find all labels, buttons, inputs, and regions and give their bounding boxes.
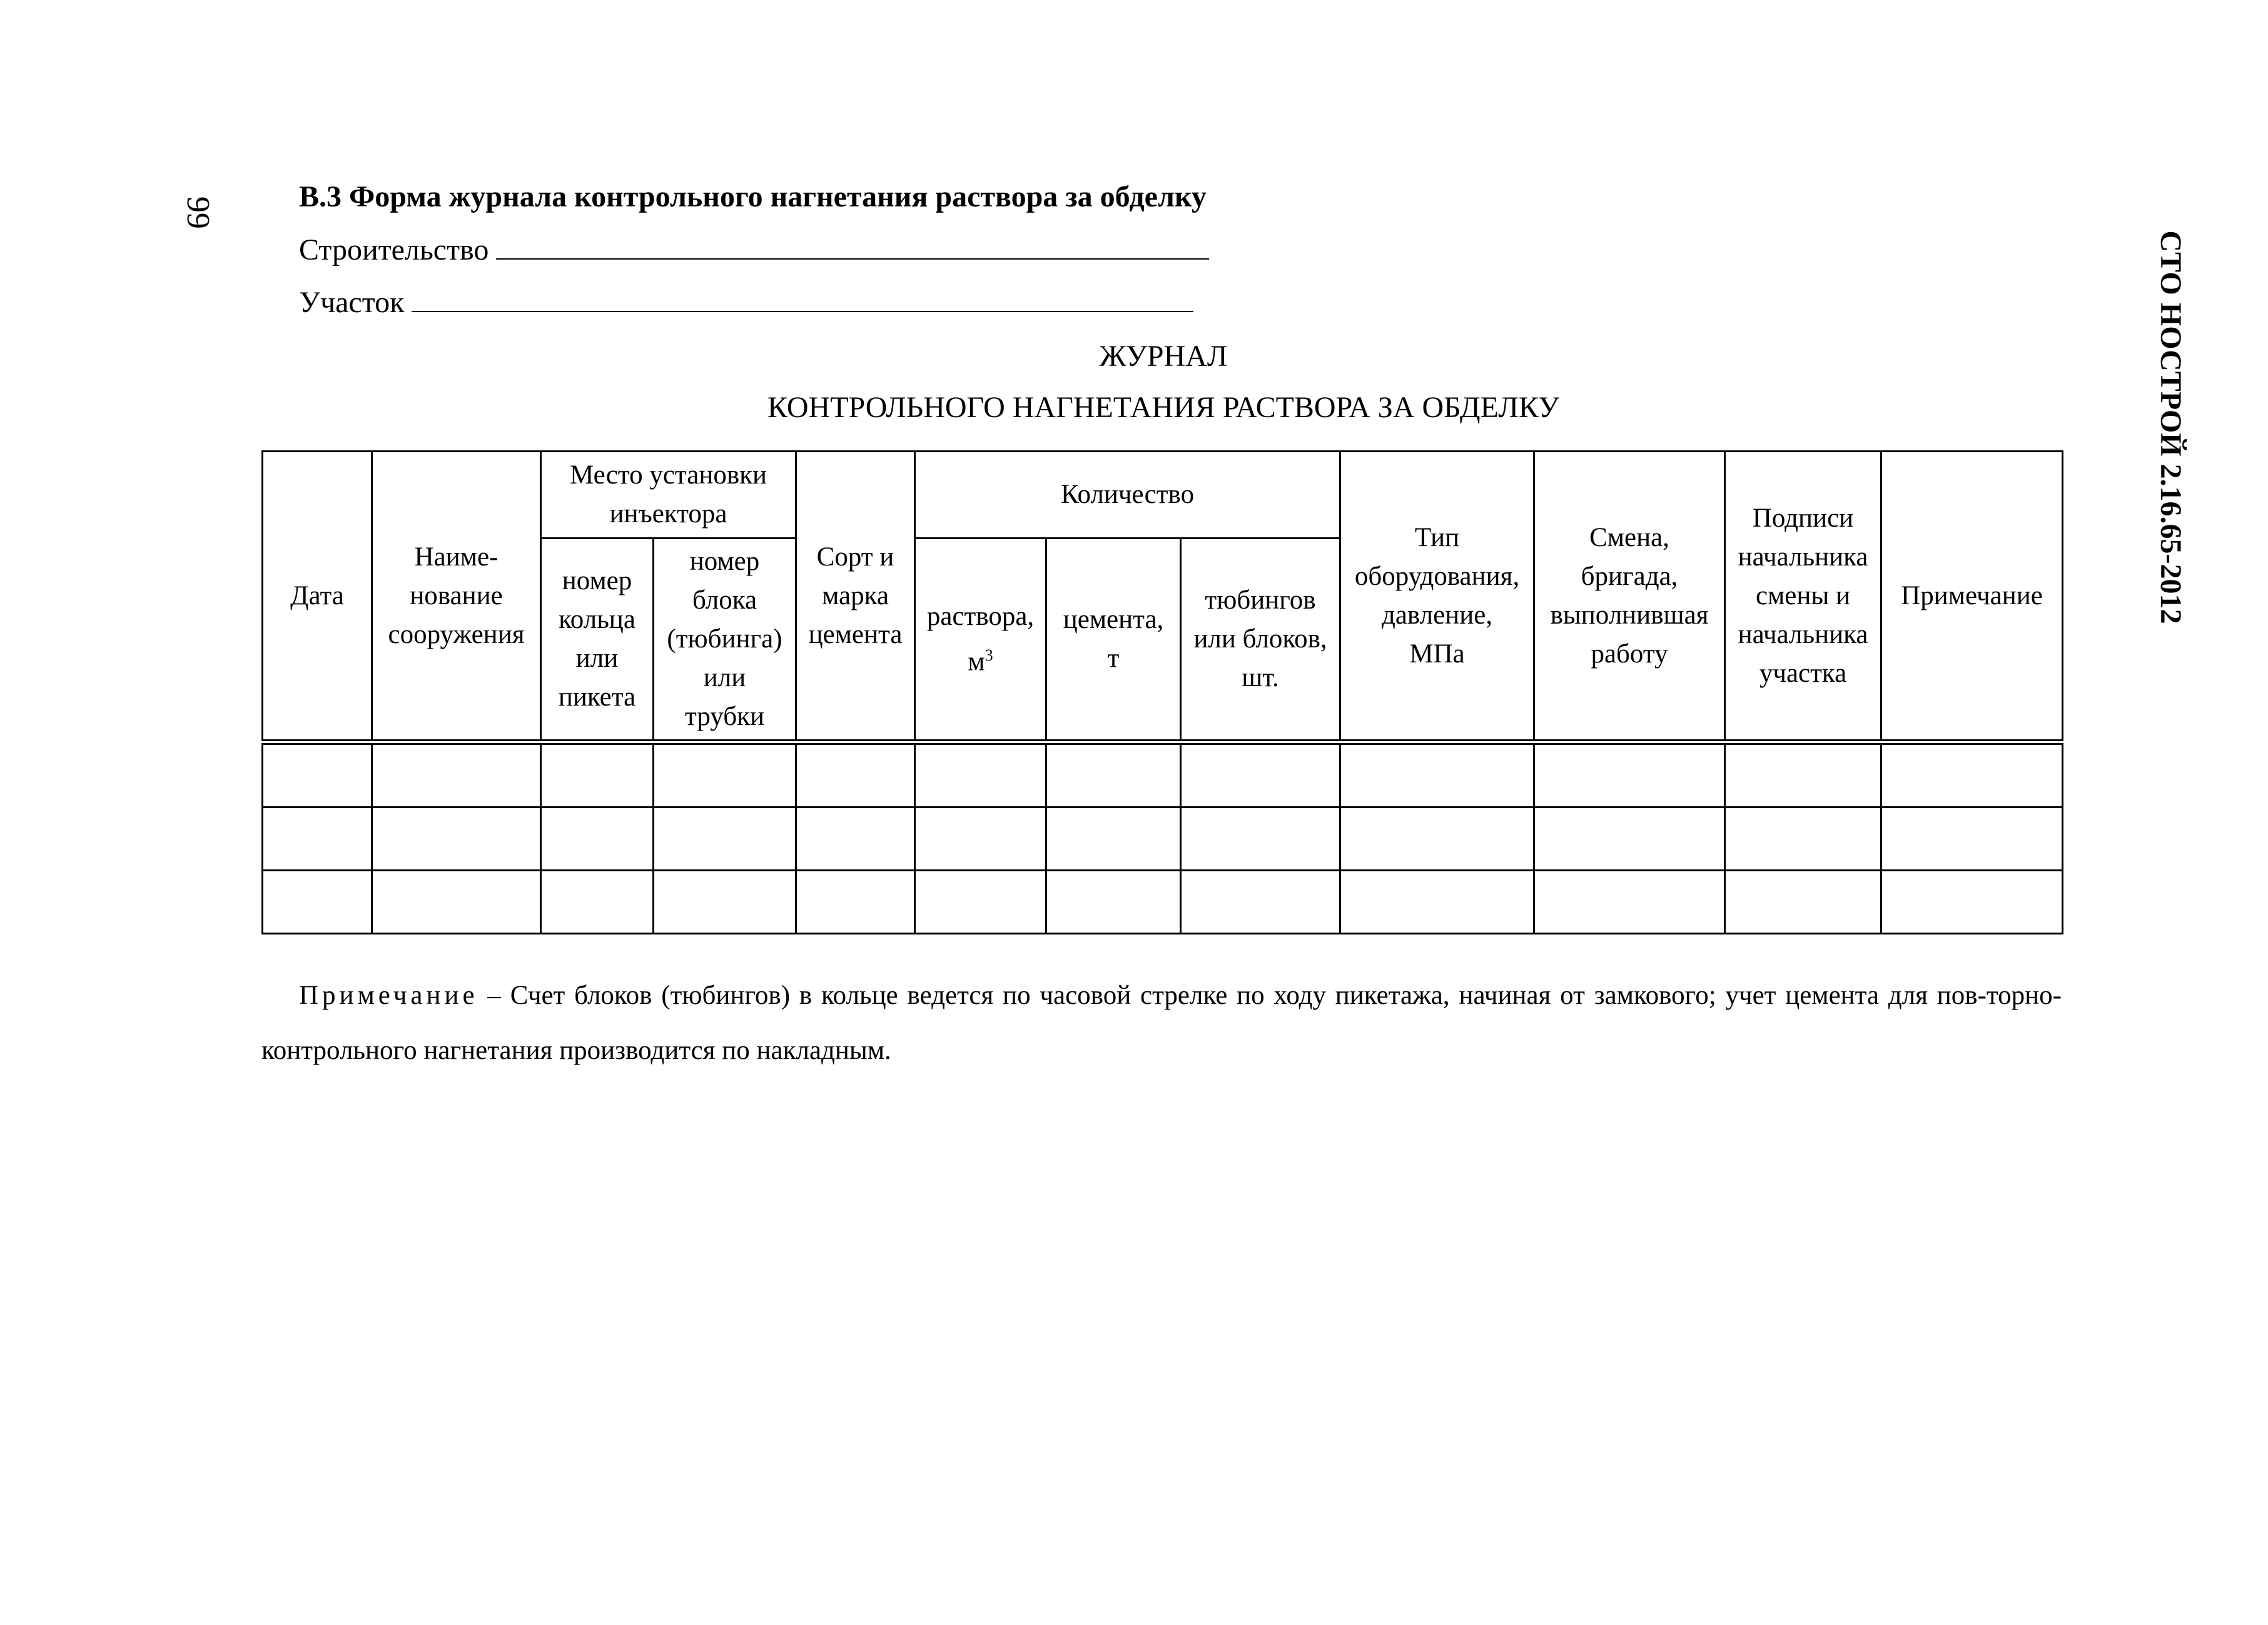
table-header-row [263,452,2063,539]
table-cell[interactable] [915,742,1046,807]
table-cell[interactable] [1046,871,1181,934]
table-cell[interactable] [796,807,915,871]
table-row [263,807,2063,871]
table-row [263,871,2063,934]
table-cell[interactable] [1725,807,1881,871]
journal-table [261,450,2063,934]
table-cell[interactable] [1046,742,1181,807]
header-equipment: Тип оборудования, давление, МПа [1340,452,1534,742]
table-cell[interactable] [915,807,1046,871]
note-label: Примечание [299,981,478,1010]
section-title: В.3 Форма журнала контрольного нагнетания раствора за обделку [299,180,1207,213]
note-paragraph [261,968,2062,1078]
table-cell[interactable] [654,742,796,807]
standard-code: СТО НОСТРОЙ 2.16.65-2012 [2154,230,2187,624]
table-cell[interactable] [1181,742,1340,807]
header-tubings: тюбингов или блоков, шт. [1181,539,1340,742]
table-cell[interactable] [1881,807,2063,871]
table-cell[interactable] [1181,807,1340,871]
table-cell[interactable] [1046,807,1181,871]
table-cell[interactable] [263,807,372,871]
journal-title-line1: ЖУРНАЛ [1099,340,1228,373]
table-cell[interactable] [1534,871,1725,934]
table-cell[interactable] [541,742,654,807]
header-injector-location: Место установки инъектора [541,452,796,539]
table-cell[interactable] [1534,807,1725,871]
header-ring-number: номер кольца или пикета [541,539,654,742]
table-cell[interactable] [1340,742,1534,807]
table-cell[interactable] [915,871,1046,934]
table-row [263,742,2063,807]
table-cell[interactable] [372,742,541,807]
table-cell[interactable] [372,871,541,934]
header-remark: Примечание [1881,452,2063,742]
table-cell[interactable] [1340,807,1534,871]
table-cell[interactable] [654,871,796,934]
section-field [299,284,1193,321]
table-cell[interactable] [263,871,372,934]
table-cell[interactable] [541,871,654,934]
table-cell[interactable] [1340,871,1534,934]
header-shift: Смена, бригада, выполнившая работу [1534,452,1725,742]
header-structure-name: Наиме- нование сооружения [372,452,541,742]
table-cell[interactable] [654,807,796,871]
table-cell[interactable] [1534,742,1725,807]
table-cell[interactable] [796,871,915,934]
table-cell[interactable] [372,807,541,871]
table-body [263,742,2063,934]
table-cell[interactable] [1725,871,1881,934]
header-mortar [915,539,1046,742]
construction-blank-line[interactable] [496,233,1209,260]
page-number: 99 [180,196,216,229]
section-label: Участок [299,286,405,319]
construction-label: Строительство [299,233,489,266]
header-mortar-label: раствора, [926,601,1035,631]
table-cell[interactable] [1881,871,2063,934]
header-signatures: Подписи начальника смены и начальника участка [1725,452,1881,742]
header-date: Дата [263,452,372,742]
table-cell[interactable] [796,742,915,807]
table-cell[interactable] [541,807,654,871]
section-blank-line[interactable] [412,286,1193,312]
table-cell[interactable] [263,742,372,807]
header-quantity: Количество [915,452,1340,539]
construction-field [299,231,1209,269]
header-mortar-unit-sup: 3 [985,645,993,664]
header-block-number: номер блока (тюбинга) или трубки [654,539,796,742]
table-cell[interactable] [1881,742,2063,807]
header-cement-grade: Сорт и марка цемента [796,452,915,742]
table-cell[interactable] [1725,742,1881,807]
header-cement: цемента, т [1046,539,1181,742]
note-text: – Счет блоков (тюбингов) в кольце ведется по часовой стрелке по ходу пикетажа, начиная от замкового; учет цемента для пов-торно-контрольного нагнетания производится по накладным. [261,981,2062,1065]
header-mortar-unit: м [968,647,985,677]
journal-title-line2: КОНТРОЛЬНОГО НАГНЕТАНИЯ РАСТВОРА ЗА ОБДЕЛКУ [767,391,1559,424]
table-cell[interactable] [1181,871,1340,934]
